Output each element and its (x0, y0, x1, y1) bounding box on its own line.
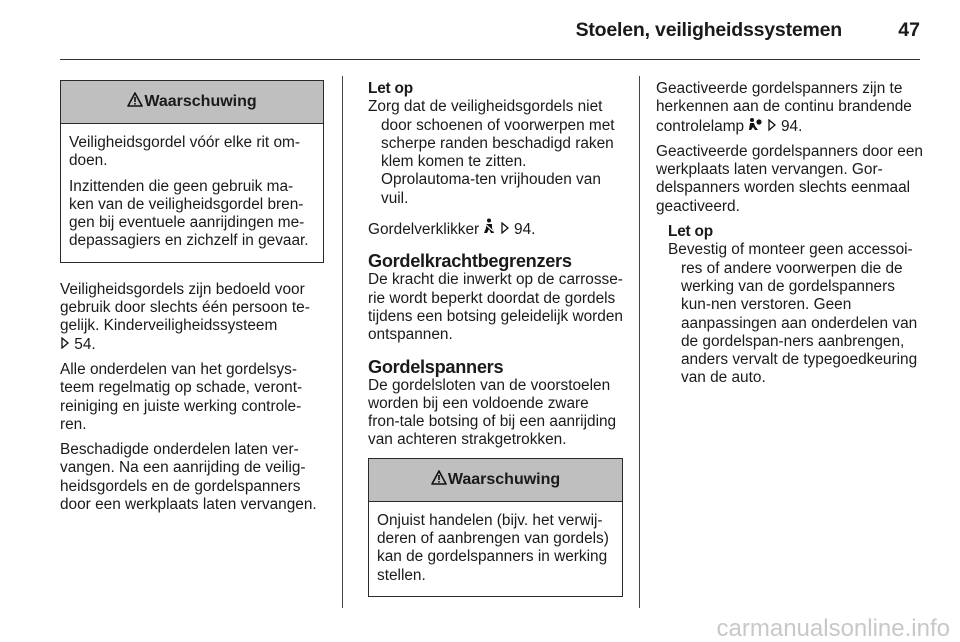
paragraph: De kracht die inwerkt op de carrosse-rie wordt beperkt doordat de gordels tijdens een botsing geleidelijk worden ontspannen. (368, 271, 623, 344)
page-reference[interactable]: 94. (514, 221, 536, 239)
section-heading: Gordelkrachtbegrenzers (368, 251, 572, 272)
section-title: Stoelen, veiligheidssystemen (575, 19, 842, 41)
column-3 (656, 80, 924, 388)
warning-paragraph: Veiligheidsgordel vóór elke rit om-doen. (69, 134, 300, 170)
paragraph-text: Veiligheidsgordels zijn bedoeld voor gebruik door slechts één persoon te-gelijk. Kinderveiligheidssysteem (60, 280, 310, 335)
paragraph (656, 80, 924, 136)
paragraph: Geactiveerde gordelspanners door een werkplaats laten vervangen. Gor-delspanners worden slechts eenmaal geactiveerd. (656, 142, 923, 215)
note-box (368, 80, 623, 208)
page-reference[interactable]: 94. (780, 117, 803, 135)
page-reference-arrow-icon (60, 336, 70, 354)
warning-triangle-icon (431, 470, 447, 490)
note-title: Let op (368, 80, 413, 97)
paragraph (60, 281, 324, 354)
paragraph: Alle onderdelen van het gordelsys-teem regelmatig op schade, veront-reiniging en juiste werking controle-ren. (60, 360, 303, 433)
column-2 (368, 80, 623, 615)
note-text: Bevestig of monteer geen accessoi-res of andere voorwerpen die de werking van de gordelspanners kun-nen verstoren. Geen aanpassingen aan onderdelen van de gordelspan-ners aanbrengen, anders vervalt de typegoedkeuring van de auto. (668, 241, 918, 387)
header-divider (60, 59, 920, 60)
warning-title: Waarschuwing (447, 470, 561, 488)
column-divider-1 (342, 76, 343, 608)
warning-paragraph: Onjuist handelen (bijv. het verwij-deren of aanbrengen van gordels) kan de gordelspanners in werking stellen. (377, 511, 609, 584)
column-divider-2 (639, 76, 640, 608)
paragraph (368, 218, 623, 239)
warning-paragraph: Inzittenden die geen gebruik ma-ken van de veiligheidsgordel bren-gen bij eventuele aanrijdingen me-depassagiers en zichzelf in gevaar. (69, 177, 309, 250)
column-1 (60, 80, 324, 521)
page-number: 47 (898, 19, 920, 41)
warning-box (60, 80, 324, 263)
page-reference-arrow-icon (500, 221, 510, 239)
section-heading: Gordelspanners (368, 356, 504, 377)
page-reference[interactable]: 54. (74, 335, 96, 353)
warning-body (61, 124, 323, 262)
page-reference-arrow-icon (767, 118, 777, 136)
warning-triangle-icon (127, 92, 143, 112)
warning-body (369, 502, 622, 596)
note-text: Zorg dat de veiligheidsgordels niet door schoenen of voorwerpen met scherpe randen beschadigd raken klem komen te zitten. Oprolautoma-ten vrijhouden van vuil. (368, 98, 615, 207)
seatbelt-reminder-icon (483, 218, 495, 239)
warning-header (369, 459, 622, 502)
paragraph: De gordelsloten van de voorstoelen worden bij een voldoende zware fron-tale botsing of bij een aanrijding van achteren strakgetrokken. (368, 376, 617, 449)
note-title: Let op (668, 223, 713, 241)
warning-title: Waarschuwing (144, 92, 257, 110)
paragraph: Beschadigde onderdelen laten ver-vangen. Na een aanrijding de veilig-heidsgordels en de gordelspanners door een werkplaats laten vervangen. (60, 441, 317, 514)
paragraph-text: Geactiveerde gordelspanners zijn te herkennen aan de continu brandende controlelamp (656, 80, 912, 135)
watermark: carmanualsonline.info (716, 614, 950, 642)
note-box (668, 223, 924, 388)
warning-box (368, 458, 623, 597)
page-header (0, 0, 960, 62)
airbag-warning-lamp-icon (748, 117, 762, 136)
warning-header (61, 81, 323, 124)
paragraph-text: Gordelverklikker (368, 221, 480, 239)
